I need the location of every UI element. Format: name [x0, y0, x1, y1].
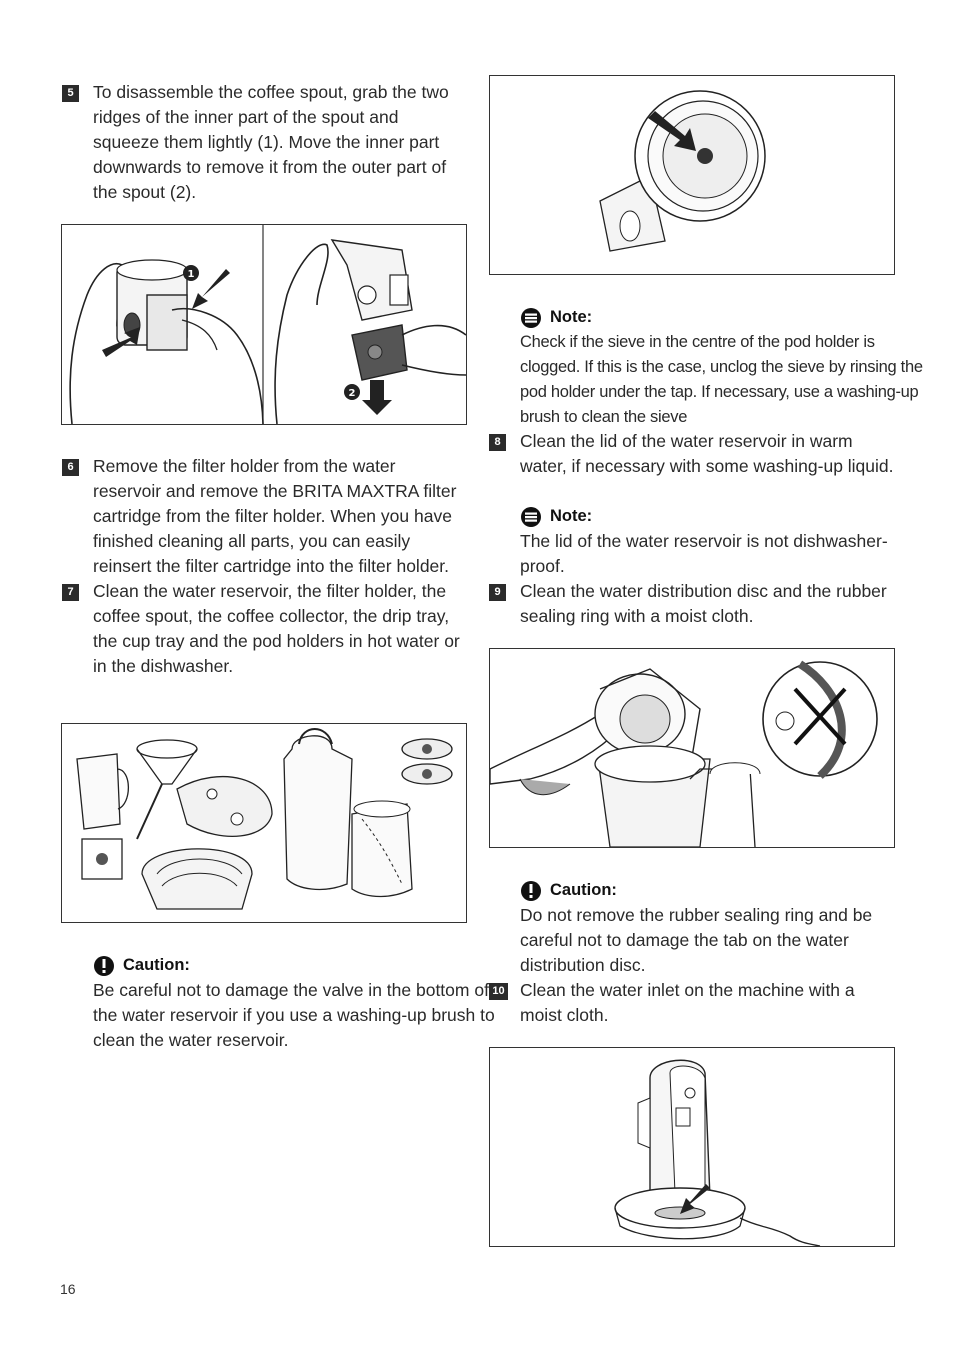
caution-icon	[520, 880, 542, 902]
right-column-step-9	[489, 579, 894, 629]
figure-water-inlet	[489, 1047, 895, 1247]
left-column-2	[62, 454, 467, 679]
note-text: The lid of the water reservoir is not dishwasher-proof.	[520, 531, 888, 576]
left-column	[62, 80, 467, 205]
note-heading	[520, 504, 925, 529]
note-text: Check if the sieve in the centre of the pod holder is clogged. If this is the case, unclog the sieve by rinsing the pod holder under the tap. If necessary, use a washing-up brush to clean the sieve	[520, 333, 923, 426]
caution-title: Caution:	[123, 956, 190, 974]
step-number: 9	[489, 584, 506, 601]
caution-heading	[93, 953, 498, 978]
step-number: 10	[489, 983, 508, 1000]
step-text: Clean the water inlet on the machine with a moist cloth.	[520, 980, 855, 1025]
figure-spout-disassembly	[61, 224, 467, 425]
step-7	[62, 579, 467, 679]
caution-title: Caution:	[550, 881, 617, 899]
label-2: 2	[348, 388, 356, 399]
note-1	[489, 305, 925, 430]
step-6	[62, 454, 467, 579]
step-text: Remove the filter holder from the water reservoir and remove the BRITA MAXTRA filter cartridge from the filter holder. When you have finished cleaning all parts, you can easily reinsert the filter cartridge into the filter holder.	[93, 456, 457, 576]
step-text: Clean the lid of the water reservoir in warm water, if necessary with some washing-up liquid.	[520, 431, 894, 476]
figure-removable-parts	[61, 723, 467, 923]
note-icon	[520, 506, 542, 528]
step-8	[489, 429, 894, 479]
caution-text: Be careful not to damage the valve in the bottom of the water reservoir if you use a washing-up brush to clean the water reservoir.	[93, 980, 495, 1050]
caution-heading	[520, 878, 925, 903]
caution-text: Do not remove the rubber sealing ring and be careful not to damage the tab on the water distribution disc.	[520, 905, 873, 975]
step-text: Clean the water reservoir, the filter holder, the coffee spout, the coffee collector, the drip tray, the cup tray and the pod holders in hot water or in the dishwasher.	[93, 581, 460, 676]
figure-distribution-disc	[489, 648, 895, 848]
figure-pod-holder	[489, 75, 895, 275]
note-icon	[520, 307, 542, 329]
note-heading	[520, 305, 925, 330]
step-10	[489, 978, 894, 1028]
step-5	[62, 80, 467, 205]
right-column-step-10	[489, 978, 894, 1028]
caution-icon	[93, 955, 115, 977]
step-number: 7	[62, 584, 79, 601]
step-text: Clean the water distribution disc and the rubber sealing ring with a moist cloth.	[520, 581, 887, 626]
right-column-steps-8	[489, 429, 894, 479]
caution-right	[489, 878, 925, 978]
step-9	[489, 579, 894, 629]
step-number: 6	[62, 459, 79, 476]
note-title: Note:	[550, 308, 593, 326]
step-number: 5	[62, 85, 79, 102]
step-number: 8	[489, 434, 506, 451]
note-title: Note:	[550, 507, 593, 525]
label-1: 1	[187, 269, 195, 280]
step-text: To disassemble the coffee spout, grab the two ridges of the inner part of the spout and squeeze them lightly (1). Move the inner part downwards to remove it from the outer part of the spout (2).	[93, 82, 449, 202]
caution-left	[62, 953, 498, 1053]
page-number: 16	[60, 1281, 76, 1297]
note-2	[489, 504, 925, 579]
